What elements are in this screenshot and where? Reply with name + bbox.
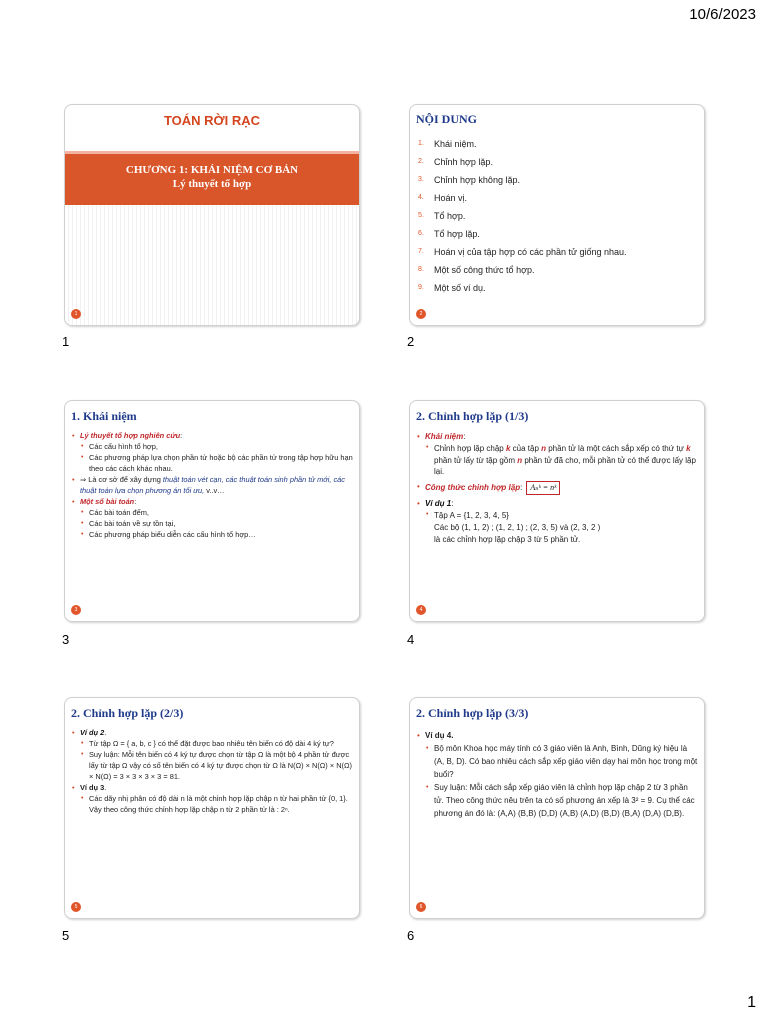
arrow-paragraph: • ⇒ Là cơ sở để xây dựng thuật toán vét cạn, các thuật toán sinh phần tử mới, các thuật toán lựa chọn phương án tối ưu, v..v… — [71, 475, 353, 497]
list-item: 3. Chỉnh hợp không lặp. — [418, 175, 520, 185]
list-item: 1. Khái niệm. — [418, 139, 477, 149]
slide-number-dot: 5 — [71, 902, 81, 912]
slide-5[interactable]: 2. Chỉnh hợp lặp (2/3) • Ví dụ 2. • Từ tập Ω = { a, b, c } có thể đặt được bao nhiêu tên biến có độ dài 4 ký tự? • Suy luận: Mỗi tên biến có 4 ký tự được chọn từ tập Ω là một bộ 4 phần tử được lấy từ tập Ω vậy có số tên biến có 4 ký tự được chọn từ Ω là N(Ω) × N(Ω) × N(Ω) × N(Ω) = 3 × 3 × 3 × 3 = 81. • Ví dụ 3. • Các dãy nhị phân có độ dài n là một chỉnh hợp lặp chập n từ hai phần tử {0, 1}. Vậy theo công thức chỉnh hợp lặp chập n từ 2 phần tử là : 2ⁿ. 5 — [64, 697, 360, 919]
slide-4[interactable]: 2. Chỉnh hợp lặp (1/3) • Khái niệm: • Chỉnh hợp lặp chập k của tập n phần tử là một cách sắp xếp có thứ tự k phần tử lấy từ tập gồm n phần tử đã cho, mỗi phần tử có thể được lấy lặp lại. • Công thức chỉnh hợp lặp: Aₙᵏ = nᵏ • Ví dụ 1: • Tập A = {1, 2, 3, 4, 5} Các bộ (1, 1, 2) ; (1, 2, 1) ; (2, 3, 5) và (2, 3, 2 ) là các chỉnh hợp lặp chập 3 từ 5 phần tử. 4 — [409, 400, 705, 622]
slide-title: NỘI DUNG — [416, 112, 478, 126]
formula-box: Aₙᵏ = nᵏ — [526, 481, 560, 495]
list-item: • Các bài toán đếm, — [71, 508, 353, 519]
list-item: • Các phương pháp lựa chọn phần tử hoặc bộ các phần tử trong tập hợp hữu hạn theo các cách khác nhau. — [71, 453, 353, 475]
slide-number-dot: 6 — [416, 902, 426, 912]
list-item: 6. Tổ hợp lặp. — [418, 229, 480, 239]
slide-1[interactable] — [64, 104, 360, 326]
example-line: là các chỉnh hợp lặp chập 3 từ 5 phần tử. — [434, 534, 581, 544]
slide-number-dot: 4 — [416, 605, 426, 615]
list-item: • Các phương pháp biểu diễn các cấu hình tổ hợp… — [71, 530, 353, 541]
slide-label-4: 4 — [407, 632, 415, 647]
list-item: 2. Chỉnh hợp lặp. — [418, 157, 493, 167]
list-item: 5. Tổ hợp. — [418, 211, 466, 221]
list-item: • Bộ môn Khoa học máy tính có 3 giáo viên là Anh, Bình, Dũng ký hiệu là (A, B, D). Có bao nhiêu cách sắp xếp giáo viên dạy hai môn học trong một buổi? — [416, 743, 698, 782]
example-line: Các bộ (1, 1, 2) ; (1, 2, 1) ; (2, 3, 5) và (2, 3, 2 ) — [434, 522, 601, 532]
slide-label-5: 5 — [62, 928, 70, 943]
slide-number-dot: 1 — [71, 309, 81, 319]
list-item: • Các cấu hình tổ hợp, — [71, 442, 353, 453]
list-item: • Suy luận: Mỗi cách sắp xếp giáo viên là chỉnh hợp lặp chập 2 từ 3 phần tử. Theo công thức nêu trên ta có số phương án xếp là 3² = 9. Cụ thể các phương án đó là: (A,A) (B,B) (D,D) (A,B) (A,D) (B,D) (B,A) (D,A) (D,B). — [416, 782, 698, 821]
list-item: • Tập A = {1, 2, 3, 4, 5} — [416, 510, 698, 522]
chapter-title: CHƯƠNG 1: KHÁI NIỆM CƠ BẢN — [125, 164, 299, 176]
slide-label-1: 1 — [62, 334, 70, 349]
slide-title: 2. Chỉnh hợp lặp (3/3) — [416, 706, 529, 720]
slide-number-dot: 2 — [416, 309, 426, 319]
slide-1-header — [65, 105, 359, 147]
definition-text: • Chỉnh hợp lặp chập k của tập n phần tử là một cách sắp xếp có thứ tự k phần tử lấy từ tập gồm n phần tử đã cho, mỗi phần tử có thể được lấy lặp lại. — [416, 443, 698, 478]
list-item: 9. Một số ví dụ. — [418, 283, 486, 293]
slide-title: 2. Chỉnh hợp lặp (1/3) — [416, 409, 529, 423]
slide-number-dot: 3 — [71, 605, 81, 615]
slide-6[interactable]: 2. Chỉnh hợp lặp (3/3) • Ví dụ 4. • Bộ môn Khoa học máy tính có 3 giáo viên là Anh, Bình, Dũng ký hiệu là (A, B, D). Có bao nhiêu cách sắp xếp giáo viên dạy hai môn học trong một buổi? • Suy luận: Mỗi cách sắp xếp giáo viên là chỉnh hợp lặp chập 2 từ 3 phần tử. Theo công thức nêu trên ta có số phương án xếp là 3² = 9. Cụ thể các phương án đó là: (A,A) (B,B) (D,D) (A,B) (A,D) (B,D) (B,A) (D,A) (D,B). 6 — [409, 697, 705, 919]
slide-label-6: 6 — [407, 928, 415, 943]
chapter-band — [65, 151, 359, 206]
list-item: • Các dãy nhị phân có độ dài n là một chỉnh hợp lặp chập n từ hai phần tử {0, 1}. Vậy theo công thức chỉnh hợp lặp chập n từ 2 phần tử là : 2ⁿ. — [71, 794, 353, 816]
list-item: 4. Hoán vị. — [418, 193, 468, 203]
course-title: TOÁN RỜI RẠC — [163, 113, 261, 128]
header-date: 10/6/2023 — [689, 6, 756, 23]
chapter-subtitle: Lý thuyết tổ hợp — [172, 178, 252, 191]
list-item: 8. Một số công thức tổ hợp. — [418, 265, 535, 275]
list-item: 7. Hoán vị của tập hợp có các phần tử giống nhau. — [418, 247, 627, 257]
slide-3[interactable]: 1. Khái niệm • Lý thuyết tổ hợp nghiên cứu: • Các cấu hình tổ hợp, • Các phương pháp lựa chọn phần tử hoặc bộ các phần tử trong tập hợp hữu hạn theo các cách khác nhau. • ⇒ Là cơ sở để xây dựng thuật toán vét cạn, các thuật toán sinh phần tử mới, các thuật toán lựa chọn phương án tối ưu, v..v… • Một số bài toán: • Các bài toán đếm, • Các bài toán về sự tồn tại, • Các phương pháp biểu diễn các cấu hình tổ hợp… 3 — [64, 400, 360, 622]
page-number: 1 — [747, 994, 756, 1011]
contents-list — [418, 135, 627, 297]
slide-label-3: 3 — [62, 632, 70, 647]
list-item: • Các bài toán về sự tồn tại, — [71, 519, 353, 530]
slide-2[interactable] — [409, 104, 705, 326]
slide-title: 2. Chỉnh hợp lặp (2/3) — [71, 706, 184, 720]
slide-label-2: 2 — [407, 334, 415, 349]
list-item: • Từ tập Ω = { a, b, c } có thể đặt được bao nhiêu tên biến có độ dài 4 ký tự? — [71, 739, 353, 750]
stripe-background — [65, 205, 359, 325]
slide-title: 1. Khái niệm — [71, 409, 137, 423]
list-item: • Suy luận: Mỗi tên biến có 4 ký tự được chọn từ tập Ω là một bộ 4 phần tử được lấy từ tập Ω vậy có số tên biến có 4 ký tự được chọn từ Ω là N(Ω) × N(Ω) × N(Ω) × N(Ω) = 3 × 3 × 3 × 3 = 81. — [71, 750, 353, 783]
